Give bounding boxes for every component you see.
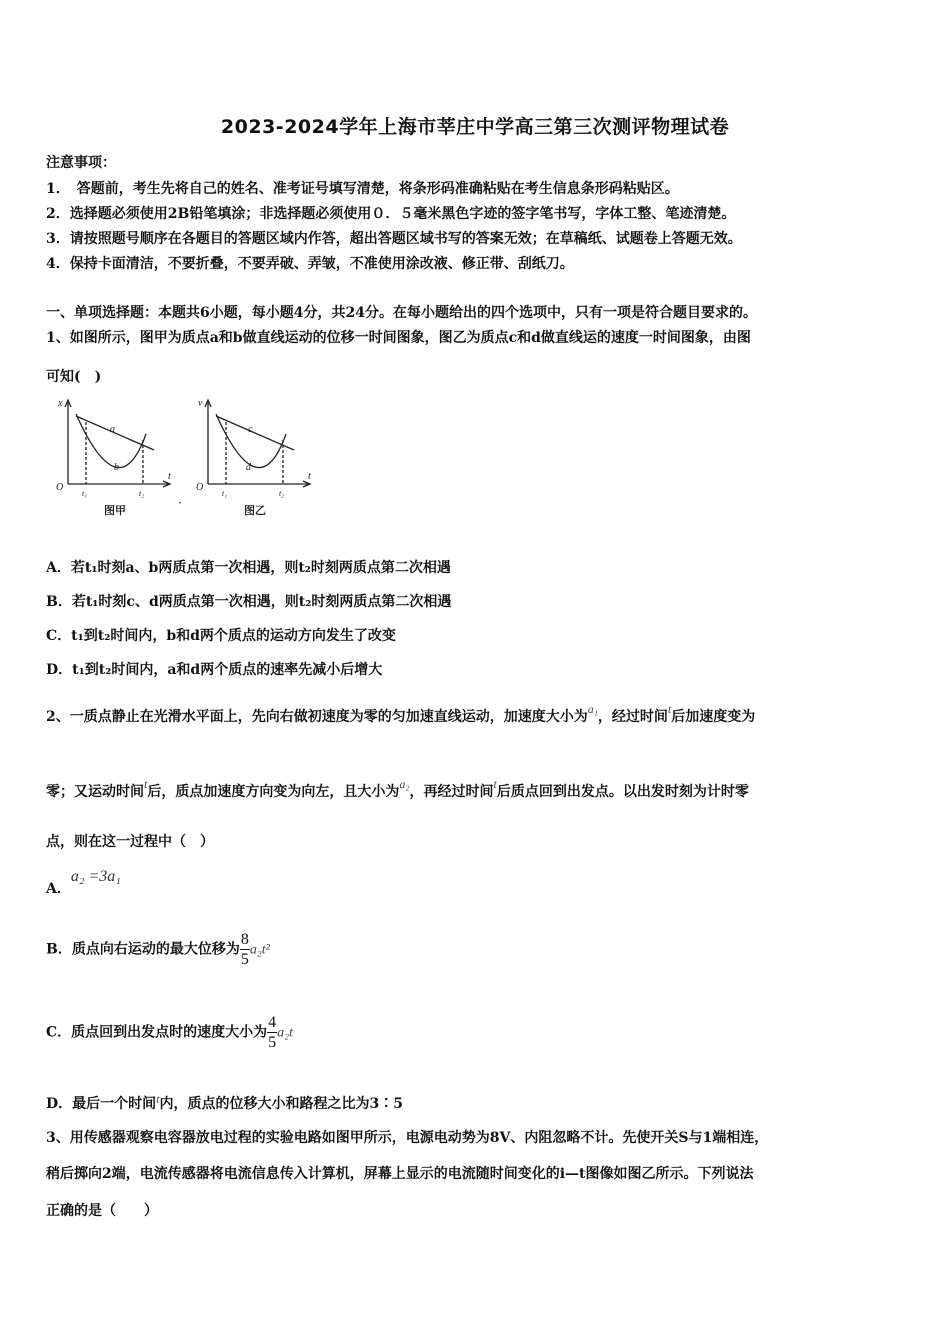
- y-axis-label: v: [198, 398, 203, 409]
- notice-item: 2．选择题必须使用2B铅笔填涂；非选择题必须使用０．５毫米黑色字迹的签字笔书写，字体工整、笔迹清楚。: [46, 206, 736, 222]
- figure-yi: [186, 392, 316, 520]
- separator-dot: ·: [178, 496, 182, 510]
- fraction-4-5: $\frac{4}{5}$: [268, 1014, 277, 1051]
- figure-jia: [46, 392, 176, 520]
- question-3-stem-1: 3、用传感器观察电容器放电过程的实验电路如图甲所示，电源电动势为8V、内阻忽略不计。先使开关S与1端相连，: [46, 1130, 769, 1146]
- notice-item: 1． 答题前，考生先将自己的姓名、准考证号填写清楚，将条形码准确粘贴在考生信息条形码粘贴区。: [46, 181, 679, 197]
- q1-option-a[interactable]: A．若t₁时刻a、b两质点第一次相遇，则t₂时刻两质点第二次相遇: [46, 560, 451, 576]
- question-3-stem-3: 正确的是（ ）: [46, 1203, 158, 1219]
- question-3-stem-2: 稍后掷向2端，电流传感器将电流信息传入计算机，屏幕上显示的电流随时间变化的i—t图像如图乙所示。下列说法: [46, 1166, 754, 1182]
- t2-label: t₂: [139, 489, 145, 498]
- figure-caption: 图甲: [104, 504, 126, 517]
- line-c-label: c: [248, 424, 253, 435]
- t1-label: t₁: [222, 489, 228, 498]
- t1-label: t₁: [82, 489, 88, 498]
- page-title: 2023-2024学年上海市莘庄中学高三第三次测评物理试卷: [220, 116, 730, 138]
- math-t: t: [144, 777, 148, 791]
- y-axis-label: x: [58, 398, 63, 409]
- line-a-label: a: [110, 424, 115, 435]
- question-2-stem-3: 点，则在这一过程中（ ）: [46, 834, 214, 850]
- curve-b-label: b: [114, 462, 119, 473]
- notice-heading: 注意事项：: [46, 155, 116, 171]
- fraction-8-5: $\frac{8}{5}$: [240, 931, 249, 968]
- origin-label: O: [56, 482, 64, 493]
- math-a1: a₁: [587, 702, 598, 716]
- t2-label: t₂: [279, 489, 285, 498]
- notice-item: 4．保持卡面清洁，不要折叠，不要弄破、弄皱，不准使用涂改液、修正带、刮纸刀。: [46, 256, 574, 272]
- section-heading: 一、单项选择题：本题共6小题，每小题4分，共24分。在每小题给出的四个选项中，只有一项是符合题目要求的。: [46, 305, 757, 321]
- t-axis-label: t: [308, 471, 311, 482]
- origin-label: O: [196, 482, 204, 493]
- math-t: t: [667, 702, 672, 716]
- question-2-stem-1: 2、一质点静止在光滑水平面上，先向右做初速度为零的匀加速直线运动，加速度大小为a₁，经过时间t后加速度变为: [46, 702, 756, 725]
- q2-option-d[interactable]: D．最后一个时间t内，质点的位移大小和路程之比为3∶5: [46, 1092, 403, 1112]
- math-a2t: a₂t: [277, 1025, 293, 1041]
- t-axis-label: t: [168, 471, 171, 482]
- q1-option-b[interactable]: B．若t₁时刻c、d两质点第一次相遇，则t₂时刻两质点第二次相遇: [46, 594, 452, 610]
- q2-option-c[interactable]: C．质点回到出发点时的速度大小为 $\frac{4}{5}$ a₂t: [46, 1014, 293, 1051]
- question-1-stem: 1、如图所示，图甲为质点a和b做直线运动的位移一时间图象，图乙为质点c和d做直线运的速度一时间图象，由图: [46, 330, 751, 346]
- q2-option-a[interactable]: A．a₂ =3a₁: [46, 868, 121, 897]
- q2-option-b[interactable]: B．质点向右运动的最大位移为 $\frac{8}{5}$ a₂t²: [46, 931, 270, 968]
- figure-caption: 图乙: [244, 504, 266, 517]
- math-a2-eq-3a1: a₂ =3a₁: [70, 868, 121, 885]
- curve-d-label: d: [246, 462, 251, 473]
- q1-option-c[interactable]: C．t₁到t₂时间内，b和d两个质点的运动方向发生了改变: [46, 628, 396, 644]
- math-t: t: [493, 777, 497, 791]
- notice-item: 3．请按照题号顺序在各题目的答题区域内作答，超出答题区域书写的答案无效；在草稿纸、试题卷上答题无效。: [46, 231, 742, 247]
- q1-option-d[interactable]: D．t₁到t₂时间内，a和d两个质点的速率先减小后增大: [46, 662, 383, 678]
- question-1-stem-end: 可知( ): [46, 369, 102, 385]
- math-t: t: [156, 1092, 160, 1106]
- question-2-stem-2: 零；又运动时间t后，质点加速度方向变为向左，且大小为a₂，再经过时间t后质点回到出发点。以出发时刻为计时零: [46, 777, 749, 800]
- math-a2: a₂: [399, 777, 410, 791]
- math-a2t2: a₂t²: [249, 942, 270, 958]
